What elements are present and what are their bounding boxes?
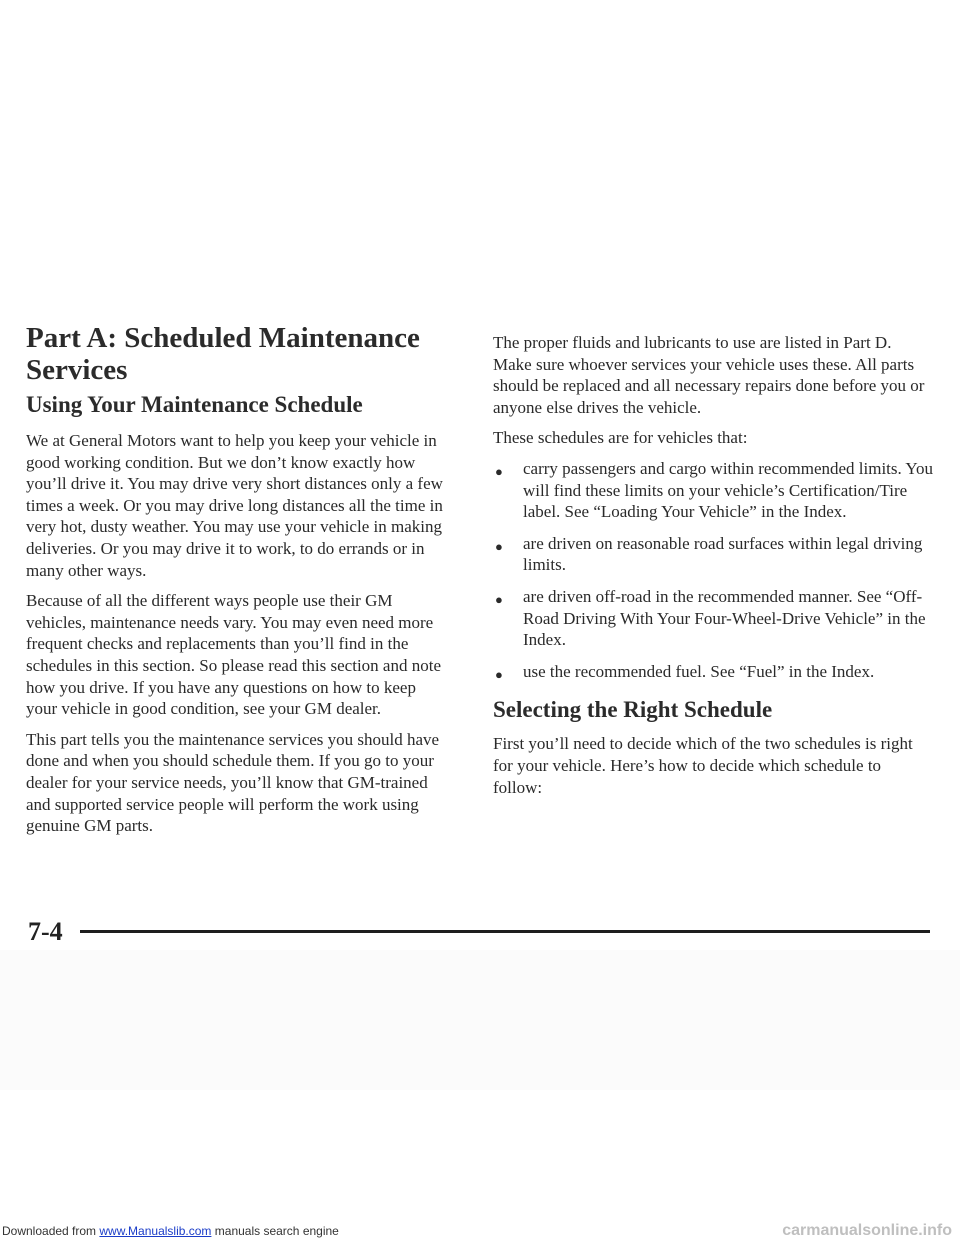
bullet-list: [493, 458, 933, 682]
footer: [0, 1222, 960, 1242]
paragraph-selecting: First you’ll need to decide which of the two schedules is right for your vehicle. Here’s how to decide which schedule to follow:: [493, 734, 913, 797]
bullet-icon: ●: [495, 666, 503, 682]
list-item-text: are driven off-road in the recommended manner. See “Off-Road Driving With Your Four-Wheel-Drive Vehicle” in the Index.: [523, 586, 926, 650]
paragraph: This part tells you the maintenance services you should have done and when you should schedule them. If you go to your dealer for your service needs, you’ll know that GM-trained and supported service people will perform the work using genuine GM parts.: [26, 729, 440, 836]
bullet-icon: ●: [495, 463, 503, 479]
list-item: [493, 661, 933, 683]
watermark: carmanualsonline.info: [782, 1222, 952, 1239]
paragraph: Because of all the different ways people use their GM vehicles, maintenance needs vary. You may even need more frequent checks and replacements than you’ll find in the schedules in this section. So please read this section and note how you drive. If you have any questions on how to keep your vehicle in good condition, see your GM dealer.: [26, 591, 441, 719]
list-item-text: carry passengers and cargo within recommended limits. You will find these limits on your vehicle’s Certification/Tire label. See “Loading Your Vehicle” in the Index.: [523, 458, 933, 522]
footer-suffix: manuals search engine: [211, 1224, 339, 1238]
list-item: [493, 458, 933, 523]
part-heading: Part A: Scheduled Maintenance Services: [26, 322, 420, 386]
bullet-icon: ●: [495, 538, 503, 554]
paragraph-intro: The proper fluids and lubricants to use are listed in Part D. Make sure whoever services your vehicle uses these. All parts should be replaced and all necessary repairs done before you or anyone else drives the vehicle.: [493, 333, 925, 417]
footer-text: [2, 1224, 339, 1238]
section-heading-using: Using Your Maintenance Schedule: [26, 392, 363, 417]
horizontal-rule: [80, 930, 930, 933]
right-column: [493, 332, 933, 807]
list-item: [493, 586, 933, 651]
paragraph: We at General Motors want to help you keep your vehicle in good working condition. But we don’t know exactly how you’ll drive it. You may drive very short distances only a few times a week. Or you may drive long distances all the time in very hot, dusty weather. You may use your vehicle in making deliveries. Or you may drive it to work, to do errands or in many other ways.: [26, 431, 443, 580]
list-item-text: use the recommended fuel. See “Fuel” in the Index.: [523, 661, 875, 681]
left-column: [26, 430, 446, 846]
section-heading-selecting: Selecting the Right Schedule: [493, 697, 773, 723]
list-item-text: are driven on reasonable road surfaces within legal driving limits.: [523, 533, 923, 575]
paragraph-lead: These schedules are for vehicles that:: [493, 428, 748, 448]
bullet-icon: ●: [495, 591, 503, 607]
footer-prefix: Downloaded from: [2, 1224, 100, 1238]
manualslib-link[interactable]: www.Manualslib.com: [99, 1224, 212, 1238]
list-item: [493, 533, 933, 576]
page-bottom-band: [0, 950, 960, 1090]
page-number: 7-4: [28, 917, 63, 946]
